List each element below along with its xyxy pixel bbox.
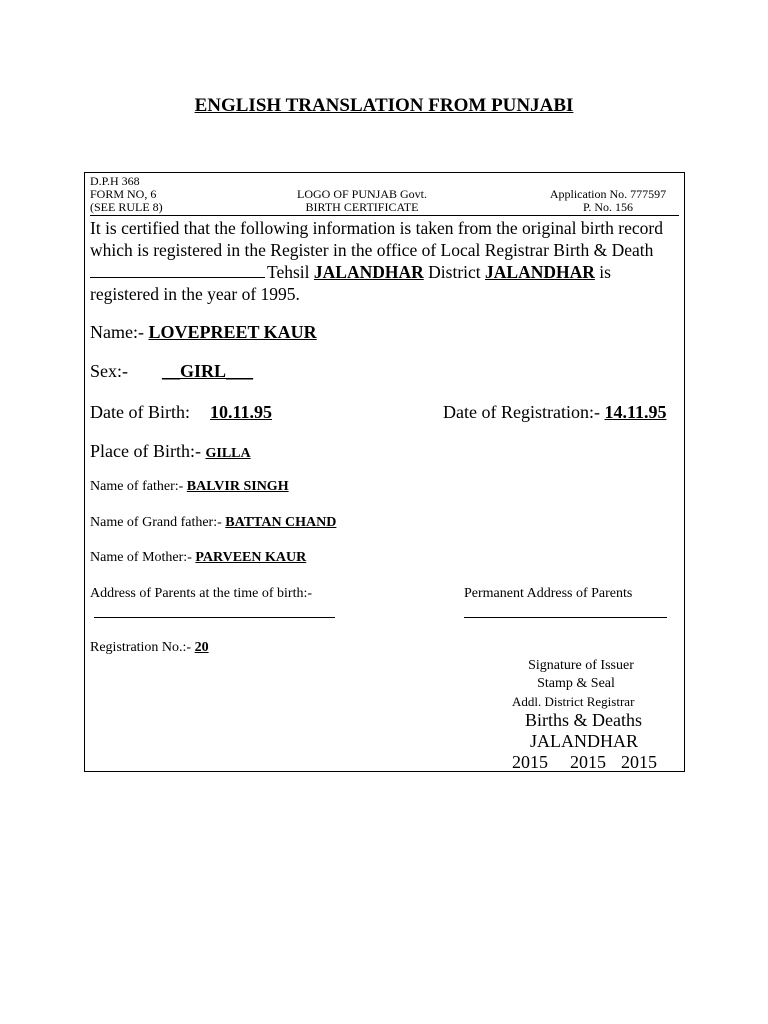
tehsil-value: JALANDHAR xyxy=(313,262,424,282)
certification-paragraph xyxy=(90,217,682,305)
address-at-birth-line xyxy=(94,617,335,618)
year-3: 2015 xyxy=(621,752,657,772)
tehsil-label: Tehsil xyxy=(267,262,310,282)
page-number: P. No. 156 xyxy=(582,200,633,214)
form-header-left xyxy=(90,175,163,214)
district-value: JALANDHAR xyxy=(485,262,595,282)
dob-value xyxy=(210,402,272,423)
address-at-birth-label: Address of Parents at the time of birth:- xyxy=(90,586,313,601)
sex-label: Sex:- xyxy=(90,361,128,381)
form-header-right xyxy=(540,188,676,214)
certificate-type: BIRTH CERTIFICATE xyxy=(305,200,419,214)
father-row xyxy=(90,479,289,495)
stamp-seal: Stamp & Seal xyxy=(537,676,615,691)
pob-value: GILLA xyxy=(205,446,251,461)
regno-value: 20 xyxy=(194,640,209,655)
grandfather-row xyxy=(90,515,336,531)
mother-label: Name of Mother:- xyxy=(90,550,192,565)
form-code: D.P.H 368 xyxy=(90,174,140,188)
pob-label: Place of Birth:- xyxy=(90,441,201,461)
permanent-address-label: Permanent Address of Parents xyxy=(464,586,633,601)
intro-line-1: It is certified that the following information is taken from the original birth record xyxy=(90,218,663,238)
dor-label: Date of Registration:- xyxy=(443,402,600,422)
issue-years xyxy=(512,752,657,773)
name-label: Name:- xyxy=(90,322,144,342)
registration-date-row xyxy=(443,402,666,423)
blank-line xyxy=(90,261,265,278)
regno-label: Registration No.:- xyxy=(90,640,192,655)
year-2: 2015 xyxy=(570,752,606,772)
grandfather-value: BATTAN CHAND xyxy=(225,515,337,530)
grandfather-label: Name of Grand father:- xyxy=(90,515,222,530)
year-1: 2015 xyxy=(512,752,548,772)
dob-label: Date of Birth: xyxy=(90,402,190,422)
form-number: FORM NO, 6 xyxy=(90,187,157,201)
issuer-city: JALANDHAR xyxy=(530,731,638,751)
name-row xyxy=(90,322,317,343)
father-value: BALVIR SINGH xyxy=(186,479,289,494)
district-label: District xyxy=(428,262,481,282)
sex-value xyxy=(162,361,253,382)
name-value: LOVEPREET KAUR xyxy=(148,322,317,342)
is-text: is xyxy=(599,262,611,282)
registration-number-row xyxy=(90,640,209,656)
intro-line-2: which is registered in the Register in the office of Local Registrar Birth & Death xyxy=(90,240,654,260)
registrar-title: Addl. District Registrar xyxy=(512,694,635,709)
permanent-address-line xyxy=(464,617,667,618)
issuer-signature: Signature of Issuer xyxy=(528,658,634,673)
births-deaths: Births & Deaths xyxy=(525,710,642,730)
father-label: Name of father:- xyxy=(90,479,184,494)
application-number: Application No. 777597 xyxy=(549,187,667,201)
header-divider xyxy=(90,215,679,216)
sex-value-text: __GIRL___ xyxy=(162,361,254,381)
place-of-birth-row xyxy=(90,441,251,462)
intro-line-4: registered in the year of 1995. xyxy=(90,284,300,304)
form-rule: (SEE RULE 8) xyxy=(90,200,163,214)
intro-line-3 xyxy=(90,261,682,283)
mother-row xyxy=(90,550,306,566)
form-header-center xyxy=(262,188,462,214)
document-heading: ENGLISH TRANSLATION FROM PUNJABI xyxy=(194,95,574,116)
dor-value: 14.11.95 xyxy=(604,402,667,422)
dob-value-text: 10.11.95 xyxy=(210,402,273,422)
mother-value: PARVEEN KAUR xyxy=(195,550,307,565)
logo-caption: LOGO OF PUNJAB Govt. xyxy=(296,187,427,201)
